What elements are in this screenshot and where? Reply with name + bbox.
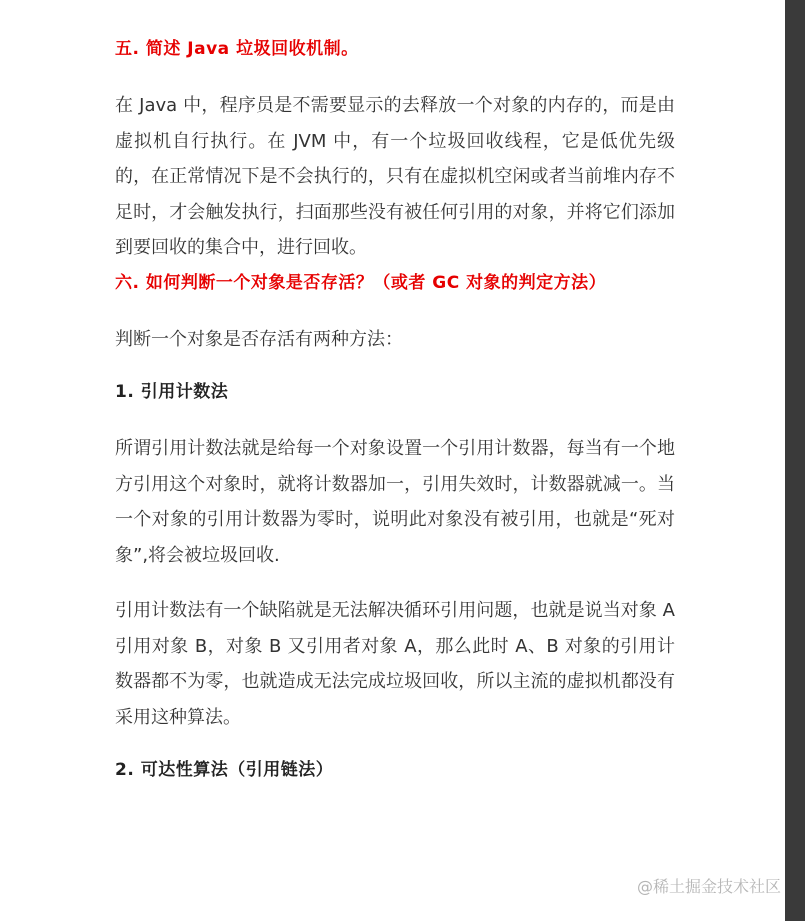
document-content: [115, 34, 675, 785]
section-heading-6: 六. 如何判断一个对象是否存活？（或者 GC 对象的判定方法）: [115, 272, 607, 293]
scrollbar[interactable]: [785, 0, 805, 921]
paragraph-reference-counting: 所谓引用计数法就是给每一个对象设置一个引用计数器，每当有一个地方引用这个对象时，就将计数器加一，引用失效时，计数器就减一。当一个对象的引用计数器为零时，说明此对象没有被引用，也就是“死对象”,将会被垃圾回收.: [115, 438, 675, 566]
subheading-reference-counting: 1. 引用计数法: [115, 382, 229, 402]
paragraph-reference-counting-defect: 引用计数法有一个缺陷就是无法解决循环引用问题，也就是说当对象 A 引用对象 B，对象 B 又引用者对象 A，那么此时 A、B 对象的引用计数器都不为零，也就造成无法完成垃圾回收，所以主流的虚拟机都没有采用这种算法。: [115, 600, 675, 728]
paragraph-gc-mechanism: 在 Java 中，程序员是不需要显示的去释放一个对象的内存的，而是由虚拟机自行执行。在 JVM 中，有一个垃圾回收线程，它是低优先级的，在正常情况下是不会执行的，只有在虚拟机空闲或者当前堆内存不足时，才会触发执行，扫面那些没有被任何引用的对象，并将它们添加到要回收的集合中，进行回收。: [115, 95, 675, 258]
watermark-text: @稀土掘金技术社区: [636, 877, 781, 896]
subheading-reachability: 2. 可达性算法（引用链法）: [115, 760, 334, 780]
section-heading-5: 五. 简述 Java 垃圾回收机制。: [115, 39, 359, 59]
paragraph-two-methods: 判断一个对象是否存活有两种方法：: [115, 328, 403, 350]
